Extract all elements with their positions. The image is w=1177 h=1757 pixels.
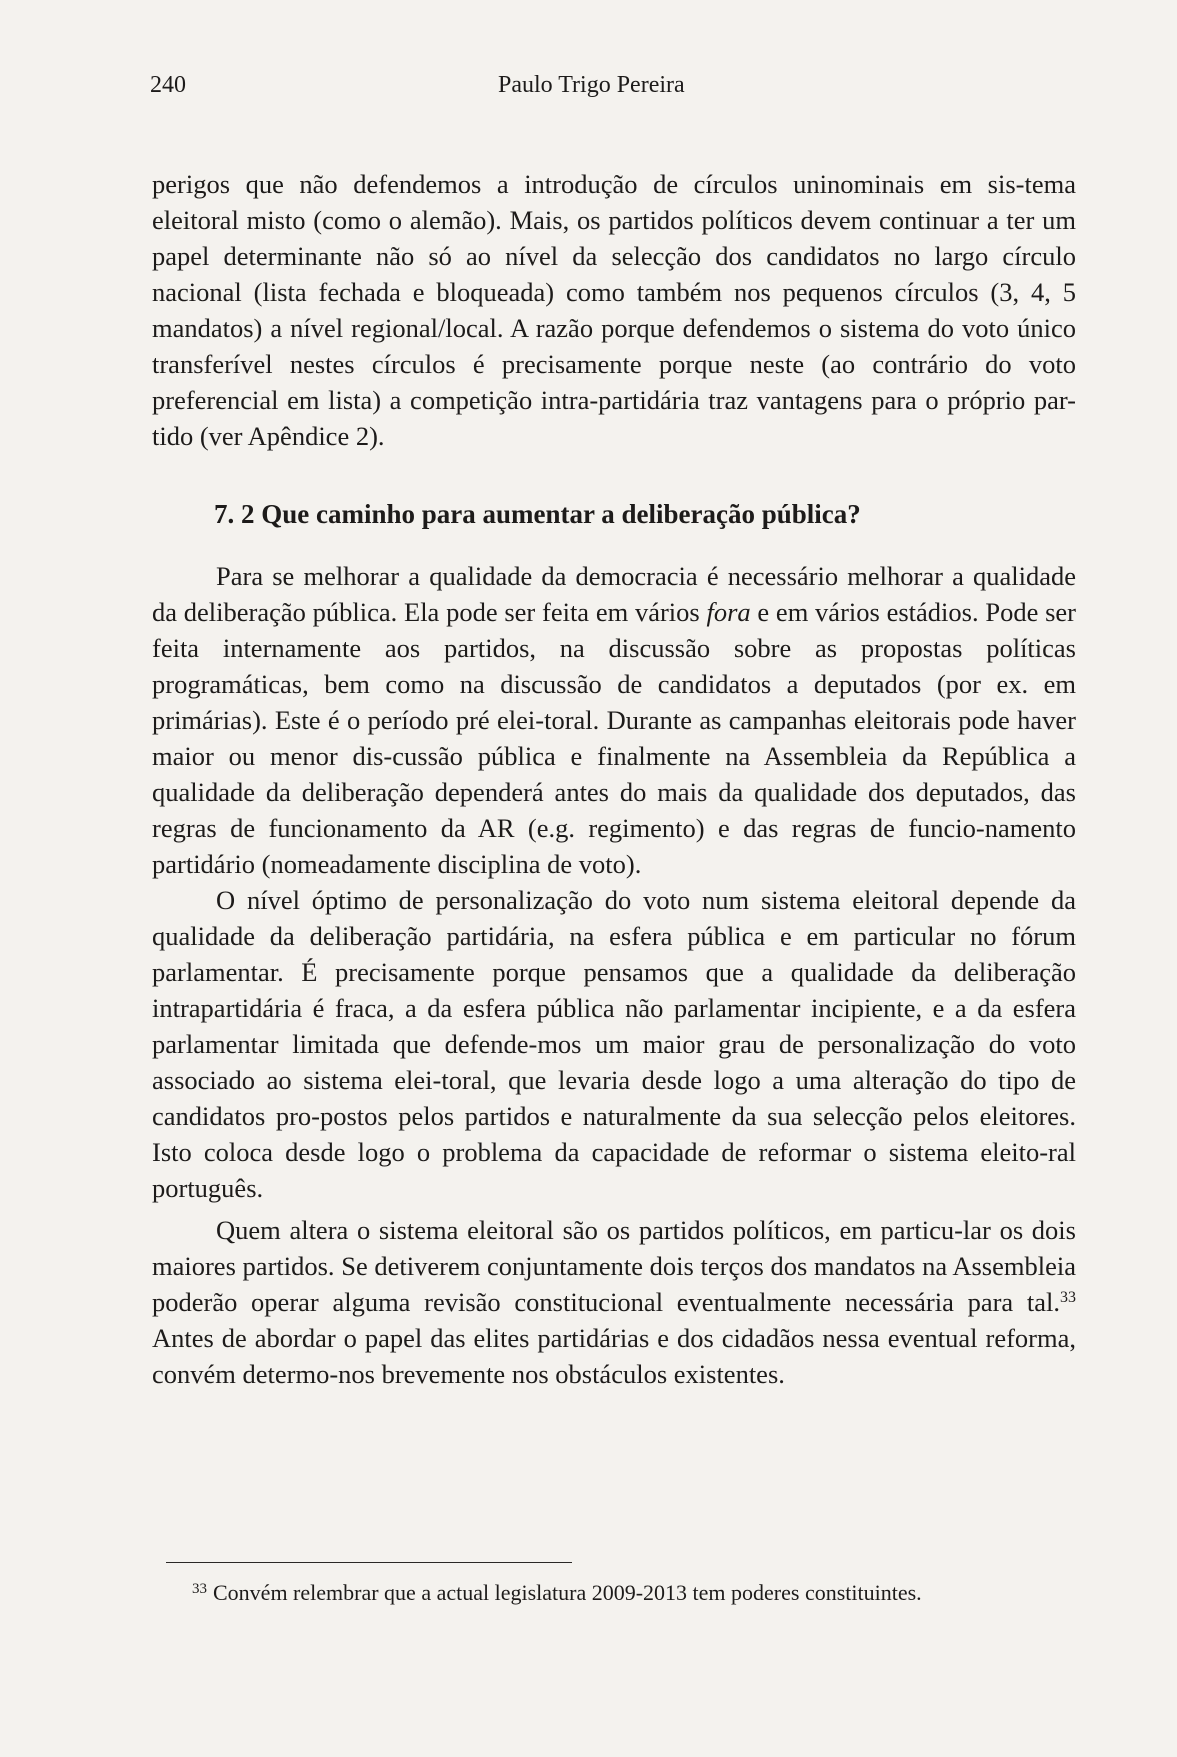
- page-header: [150, 72, 1050, 112]
- paragraph: [152, 558, 1076, 882]
- section-heading: 7. 2 Que caminho para aumentar a deliberação pública?: [214, 499, 861, 529]
- footnote-number: 33: [192, 1581, 207, 1597]
- footnote-reference[interactable]: 33: [1060, 1289, 1076, 1306]
- main-text: [152, 166, 1076, 1392]
- running-head-author: Paulo Trigo Pereira: [498, 72, 685, 98]
- italic-term: fora: [706, 597, 751, 627]
- paragraph: O nível óptimo de personalização do voto num sistema eleitoral depende da qualidade da deliberação partidária, na esfera pública e em particular no fórum parlamentar. É precisamente porque pensamos que a qualidade da deliberação intrapartidária é fraca, a da esfera pública não parlamentar incipiente, e a da esfera parlamentar limitada que defende-mos um maior grau de personalização do voto associado ao sistema elei-toral, que levaria desde logo a uma alteração do tipo de candidatos pro-postos pelos partidos e naturalmente da sua selecção pelos eleitores. Isto coloca desde logo o problema da capacidade de reformar o sistema eleito-ral português.: [152, 885, 1076, 1203]
- page-number: 240: [150, 72, 186, 98]
- paragraph-continuation: perigos que não defendemos a introdução de círculos uninominais em sis-tema eleitoral misto (como o alemão). Mais, os partidos políticos devem continuar a ter um papel determinante não só ao nível da selecção dos candidatos no largo círculo nacional (lista fechada e bloqueada) como também nos pequenos círculos (3, 4, 5 mandatos) a nível regional/local. A razão porque defendemos o sistema do voto único transferível nestes círculos é precisamente porque neste (ao contrário do voto preferencial em lista) a competição intra-partidária traz vantagens para o próprio par-tido (ver Apêndice 2).: [152, 169, 1076, 451]
- footnote-divider: [166, 1562, 572, 1563]
- paragraph: [152, 1212, 1076, 1392]
- footnote-text: Convém relembrar que a actual legislatura 2009-2013 tem poderes constituintes.: [213, 1580, 922, 1605]
- paragraph-text: Para se melhorar a qualidade da democracia é necessário melhorar a qualidade da deliberação pública. Ela pode ser feita em vários: [152, 561, 1076, 627]
- paragraph-text: e em vários estádios. Pode ser feita internamente aos partidos, na discussão sobre as propostas políticas programáticas, bem como na discussão de candidatos a deputados (por ex. em primárias). Este é o período pré elei-toral. Durante as campanhas eleitorais pode haver maior ou menor dis-cussão pública e finalmente na Assembleia da República a qualidade da deliberação dependerá antes do mais da qualidade dos deputados, das regras de funcionamento da AR (e.g. regimento) e das regras de funcio-namento partidário (nomeadamente disciplina de voto).: [152, 597, 1076, 879]
- paragraph-text: Quem altera o sistema eleitoral são os partidos políticos, em particu-lar os dois maiores partidos. Se detiverem conjuntamente dois terços dos mandatos na Assembleia poderão operar alguma revisão constitucional eventualmente necessária para tal.: [152, 1215, 1076, 1317]
- footnote: [192, 1574, 1092, 1608]
- paragraph-text: Antes de abordar o papel das elites partidárias e dos cidadãos nessa eventual reforma, convém determo-nos brevemente nos obstáculos existentes.: [152, 1323, 1076, 1389]
